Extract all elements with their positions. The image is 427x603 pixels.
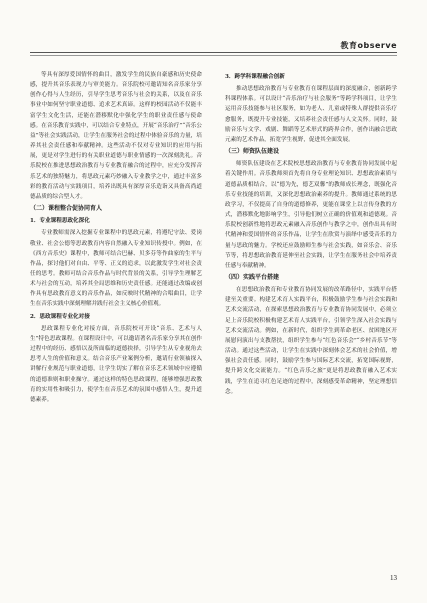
paragraph: 推动思想政治教育与专业教育在课程层面的深度融合，创新跨学科课程体系。可以设计“音乐治疗与社会服务”等跨学科项目，让学生运用音乐技能参与社区服务，如为老人、儿童或特殊人群提供音乐疗愈服务，既提升专业技能，又培养社会责任感与人文关怀。同时，鼓励音乐与文学、戏剧、舞蹈等艺术形式的跨界合作，创作出融合思政元素的艺术作品，拓宽学生视野，促进其全面发展。 xyxy=(225,86,397,143)
page-number: 13 xyxy=(390,574,397,582)
paragraph: 等具有深厚爱国情怀的曲目，激发学生的民族自豪感和历史使命感，提升其音乐表现力与审美能力。音乐院校可邀请知名音乐家分享创作心得与人生经历，引导学生思考音乐与社会的关系，以及在音乐事业中如何坚守职业道德、追求艺术真谛。这样的校园活动不仅能丰富学生文化生活，还能在潜移默化中强化学生的职业责任感与使命感。在音乐教育实践中，可以结合专业特点，开展“音乐治疗”“音乐公益”等社会实践活动，让学生在服务社会的过程中体验音乐的力量，培养其社会责任感和奉献精神。这些活动不仅对专业知识的应用与拓展，更是对学生进行的有关职业道德与职业情感的一次深刻洗礼。音乐院校在推进思想政治教育与专业教育融合的过程中，应充分发挥音乐艺术的独特魅力，将思政元素巧妙融入专业教学之中，通过丰富多彩的教育活动与实践项目，培养出既具有深厚音乐造诣又具备高尚道德品质的综合型人才。 xyxy=(30,72,202,200)
paragraph: 思政课程专业化对接方面，音乐院校可开设“音乐、艺术与人生”特色思政课程。在课程设计中，可以邀请著名音乐家分享其在创作过程中的经历、感悟以及所面临的道德抉择，引导学生从专业视角去思考人生的价值和意义。结合音乐产业案例分析，邀请行业领袖探入讲解行业规范与职业道德，让学生切实了解在音乐艺术领域中应遵循的道德准则和职业操守。通过这样的特色思政课程，能够增强思政教育的实用性和吸引力，使学生在音乐艺术的氛围中感悟人生，提升道德素养。 xyxy=(30,325,202,403)
section-heading: （二）课程整合促协同育人 xyxy=(30,205,103,213)
section-heading: （四）实践平台搭建 xyxy=(225,273,280,281)
subsection-heading: 2．思政课程专业化对接 xyxy=(30,313,90,320)
section-heading: （三）师资队伍建设 xyxy=(225,148,280,156)
paragraph: 专业教师需深入挖掘专业课程中的思政元素，将遵纪守法、爱岗敬业、社会公德等思政教育内容自然融入专业知识传授中。例如，在《西方音乐史》课程中，教师可结合巴赫、贝多芬等作曲家的生平与作品，探讨他们对自由、平等、正义的追求，以此激发学生对社会责任的思考。教师可结合音乐作品与时代背景的关系，引导学生理解艺术与社会的互动，培养其全局思维和历史责任感。还能通过改编或创作具有思政教育意义的音乐作品，如反映时代精神的合唱曲目，让学生在音乐实践中深刻理解并践行社会主义核心价值观。 xyxy=(30,230,202,308)
journal-section-title: 教育observe xyxy=(340,41,397,50)
subsection-heading: 1．专业课程思政化深化 xyxy=(30,218,90,225)
subsection-heading: 3．跨学科课程融合创新 xyxy=(225,74,285,80)
page-header xyxy=(0,0,427,58)
left-column xyxy=(30,70,202,405)
right-column xyxy=(225,70,397,397)
header-rule-thin xyxy=(30,55,397,56)
paragraph: 在思想政治教育和专业教育协同发展的改革路径中，实践平台搭建至关重要。构建艺术育人实践平台，积极鼓励学生参与社会实践和艺术交流活动，在探索思想政治教育与专业教育协同发展中，必须立足上音乐院校积极构建艺术育人实践平台，引领学生深入社会实践与艺术交流活动。例如，在新时代，组织学生到革命老区、贫困地区开展慰问演出与支教帮扶，组织学生参与“红色音乐会”“乡村音乐节”等活动。通过这些活动，让学生在实践中深刻体会艺术的社会价值，增强社会责任感。同时，鼓励学生参与国际艺术交流，拓宽国际视野，提升跨文化交流能力。“红色音乐之旅”更是将思政教育融入艺术实践，学生在追寻红色足迹的过程中，深刻感受革命精神，坚定理想信念。 xyxy=(225,287,397,395)
paragraph: 师资队伍建设在艺术院校思想政治教育与专业教育协同发展中起着关键作用。音乐教师须首先将自身专业理论知识、思想政治素质与道德品质相结合，以“德为先，德艺双馨”的教师成长理念，既强化音乐专业技能的培训，又深化思想政治素养的提升。教师通过系统的思政学习，不仅提高了自身的道德修养，更能在课堂上以言传身教的方式，潜移默化地影响学生，引导他们树立正确的价值观和道德观。音乐院校创新性地将思政元素融入音乐创作与教学之中，创作出具有时代精神和爱国情怀的音乐作品，让学生在欣赏与演绎中感受音乐的力量与思政的魅力。学校还应鼓励师生参与社会实践，如音乐会、音乐节等，将思想政治教育延伸至社会实践，让学生在服务社会中培养责任感与奉献精神。 xyxy=(225,161,397,269)
header-rule xyxy=(30,52,397,53)
